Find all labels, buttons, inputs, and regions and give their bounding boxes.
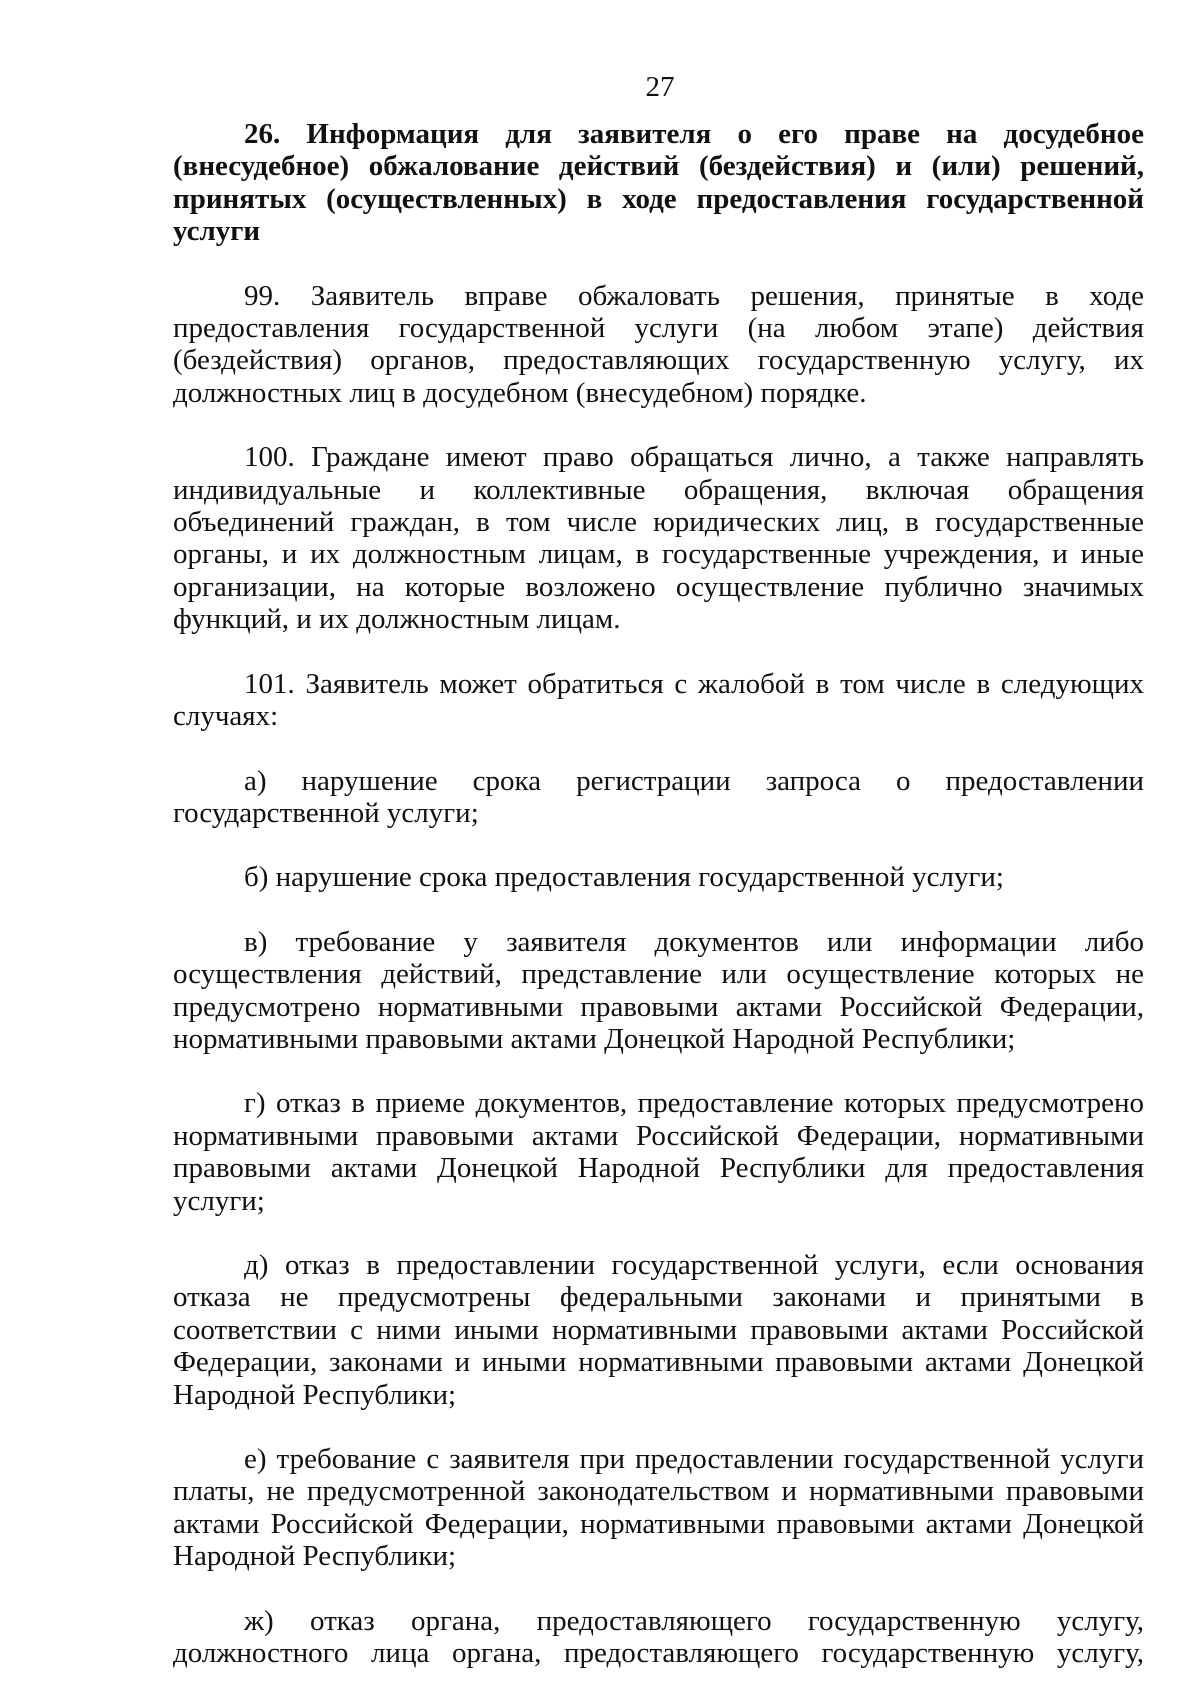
- paragraph-101: 101. Заявитель может обратиться с жалобой в том числе в следующих случаях:: [173, 667, 1144, 733]
- list-item-g: г) отказ в приеме документов, предоставление которых предусмотрено нормативными правовыми актами Российской Федерации, нормативными правовыми актами Донецкой Народной Республики для предоставления услуги;: [173, 1087, 1144, 1217]
- paragraph-99: 99. Заявитель вправе обжаловать решения, принятые в ходе предоставления государственной услуги (на любом этапе) действия (бездействия) органов, предоставляющих государственную услугу, их должностных лиц в досудебном (внесудебном) порядке.: [173, 279, 1144, 409]
- list-item-d: д) отказ в предоставлении государственной услуги, если основания отказа не предусмотрены федеральными законами и принятыми в соответствии с ними иными нормативными правовыми актами Российской Федерации, законами и иными нормативными правовыми актами Донецкой Народной Республики;: [173, 1248, 1144, 1411]
- section-heading: 26. Информация для заявителя о его праве на досудебное (внесудебное) обжалование действий (бездействия) и (или) решений, принятых (осуществленных) в ходе предоставления государственной услуги: [173, 118, 1144, 248]
- document-body: [173, 118, 1144, 1669]
- list-item-a: а) нарушение срока регистрации запроса о предоставлении государственной услуги;: [173, 764, 1144, 829]
- list-item-zh: ж) отказ органа, предоставляющего государственную услугу, должностного лица органа, предоставляющего государственную услугу,: [173, 1604, 1144, 1670]
- paragraph-100: 100. Граждане имеют право обращаться лично, а также направлять индивидуальные и коллективные обращения, включая обращения объединений граждан, в том числе юридических лиц, в государственные органы, и их должностным лицам, в государственные учреждения, и иные организации, на которые возложено осуществление публично значимых функций, и их должностным лицам.: [173, 441, 1144, 636]
- list-item-b: б) нарушение срока предоставления государственной услуги;: [244, 861, 1004, 894]
- page-number: 27: [645, 71, 675, 103]
- list-item-v: в) требование у заявителя документов или информации либо осуществления действий, представление или осуществление которых не предусмотрено нормативными правовыми актами Российской Федерации, нормативными правовыми актами Донецкой Народной Республики;: [173, 925, 1144, 1055]
- list-item-e: е) требование с заявителя при предоставлении государственной услуги платы, не предусмотренной законодательством и нормативными правовыми актами Российской Федерации, нормативными правовыми актами Донецкой Народной Республики;: [173, 1443, 1144, 1573]
